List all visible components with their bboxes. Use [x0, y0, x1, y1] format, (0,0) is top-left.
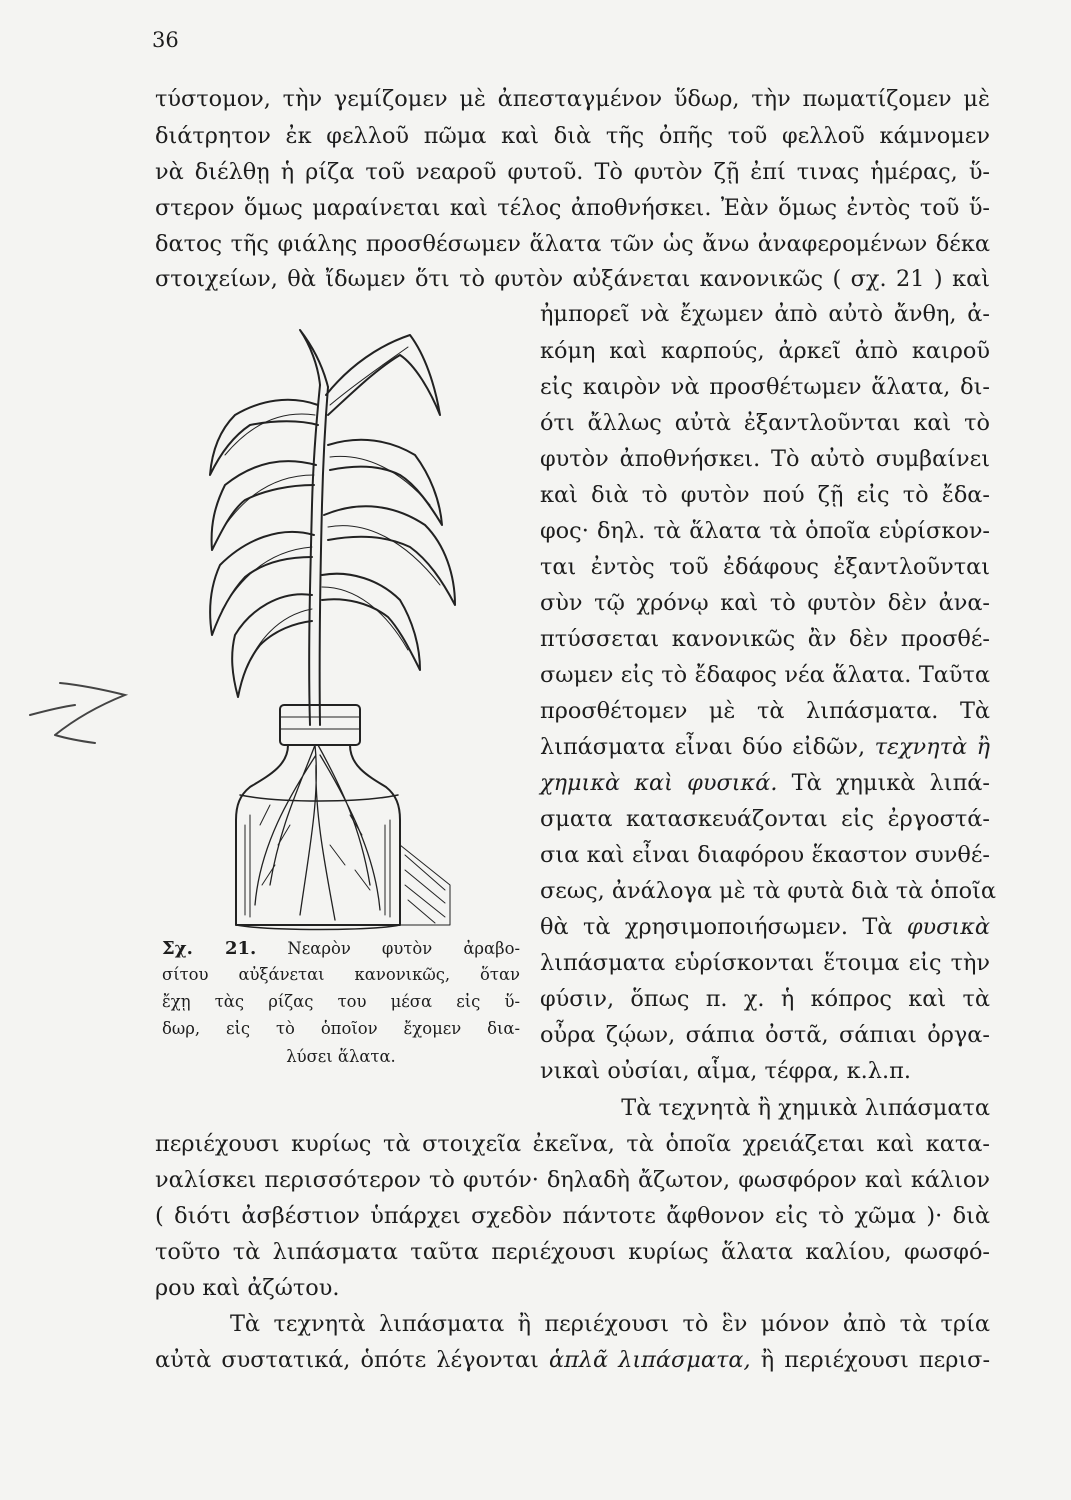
corn-plant-bottle-illustration — [150, 325, 530, 935]
text-line — [540, 736, 990, 758]
text-line — [540, 772, 990, 794]
text-line: στοιχείων, θὰ ἴδωμεν ὅτι τὸ φυτὸν αὐξάνεται κανονικῶς ( σχ. 21 ) καὶ — [155, 266, 990, 292]
figure-caption-line: λύσει ἅλατα. — [286, 1047, 396, 1066]
page-number: 36 — [152, 28, 179, 52]
text-line: νὰ διέλθῃ ἡ ρίζα τοῦ νεαροῦ φυτοῦ. Τὸ φυτὸν ζῇ ἐπί τινας ἡμέρας, ὕ- — [155, 159, 990, 185]
text-line: δατος τῆς φιάλης προσθέσωμεν ἅλατα τῶν ὡς ἄνω ἀναφερομένων δέκα — [155, 231, 990, 257]
text-line: προσθέτομεν μὲ τὰ λιπάσματα. Τὰ — [540, 698, 990, 724]
text-line — [540, 916, 990, 938]
text-line: ἠμπορεῖ νὰ ἔχωμεν ἀπὸ αὐτὸ ἄνθη, ἀ- — [540, 301, 990, 327]
text-line: τύστομον, τὴν γεμίζομεν μὲ ἀπεσταγμένον ὕδωρ, τὴν πωματίζομεν μὲ — [155, 86, 990, 112]
text-segment: Τὰ χημικὰ λιπά- — [791, 770, 990, 796]
text-line: ται ἐντὸς τοῦ ἐδάφους ἐξαντλοῦνται — [540, 554, 990, 580]
text-line: σεως, ἀνάλογα μὲ τὰ φυτὰ διὰ τὰ ὁποῖα — [540, 878, 996, 904]
text-line: νικαὶ οὐσίαι, αἷμα, τέφρα, κ.λ.π. — [540, 1058, 911, 1084]
text-line: πτύσσεται κανονικῶς ἂν δὲν προσθέ- — [540, 626, 990, 652]
figure-caption-line: ἔχῃ τὰς ρίζας του μέσα εἰς ὕ- — [162, 992, 520, 1011]
text-line: Τὰ τεχνητὰ ἢ χημικὰ λιπάσματα — [621, 1095, 990, 1121]
figure-caption-line — [162, 940, 520, 958]
text-line: ( διότι ἀσβέστιον ὑπάρχει σχεδὸν πάντοτε ἄφθονον εἰς τὸ χῶμα )· διὰ — [155, 1203, 990, 1229]
text-line: φυτὸν ἀποθνήσκει. Τὸ αὐτὸ συμβαίνει — [540, 446, 990, 472]
text-line — [155, 1349, 990, 1371]
text-line: Τὰ τεχνητὰ λιπάσματα ἢ περιέχουσι τὸ ἓν μόνον ἀπὸ τὰ τρία — [230, 1311, 990, 1337]
italic-term: φυσικὰ — [906, 914, 990, 940]
italic-term: χημικὰ καὶ φυσικά. — [540, 770, 778, 796]
text-line: φύσιν, ὅπως π. χ. ἡ κόπρος καὶ τὰ — [540, 986, 990, 1012]
handwritten-margin-mark — [25, 675, 135, 745]
text-segment: λιπάσματα εἶναι δύο εἰδῶν, — [540, 734, 866, 760]
text-line: σματα κατασκευάζονται εἰς ἐργοστά- — [540, 806, 990, 832]
text-line: οὖρα ζῴων, σάπια ὀστᾶ, σάπιαι ὀργα- — [540, 1022, 990, 1048]
figure-label: Σχ. 21. — [162, 938, 257, 959]
text-segment: ἢ περιέχουσι περισ- — [760, 1347, 991, 1373]
text-segment: αὐτὰ συστατικά, ὁπότε λέγονται — [155, 1347, 539, 1373]
text-line: καὶ διὰ τὸ φυτὸν πού ζῇ εἰς τὸ ἔδα- — [540, 482, 990, 508]
text-line: κόμη καὶ καρπούς, ἀρκεῖ ἀπὸ καιροῦ — [540, 338, 990, 364]
italic-term: τεχνητὰ ἢ — [874, 734, 990, 760]
text-line: ναλίσκει περισσότερον τὸ φυτόν· δηλαδὴ ἄζωτον, φωσφόρον καὶ κάλιον — [155, 1167, 990, 1193]
figure-caption-line: δωρ, εἰς τὸ ὁποῖον ἔχομεν δια- — [162, 1019, 520, 1038]
text-segment: θὰ τὰ χρησιμοποιήσωμεν. Τὰ — [540, 914, 893, 940]
text-line: φος· δηλ. τὰ ἅλατα τὰ ὁποῖα εὑρίσκον- — [540, 518, 990, 544]
text-line: στερον ὅμως μαραίνεται καὶ τέλος ἀποθνήσκει. Ἐὰν ὅμως ἐντὸς τοῦ ὕ- — [155, 195, 990, 221]
text-line: σια καὶ εἶναι διαφόρου ἕκαστον συνθέ- — [540, 842, 990, 868]
text-line: σωμεν εἰς τὸ ἔδαφος νέα ἅλατα. Ταῦτα — [540, 662, 990, 688]
figure-caption-line: σίτου αὐξάνεται κανονικῶς, ὅταν — [162, 965, 520, 984]
caption-text: Νεαρὸν φυτὸν ἀραβο- — [287, 939, 520, 958]
text-line: εἰς καιρὸν νὰ προσθέτωμεν ἅλατα, δι- — [540, 374, 990, 400]
text-line: λιπάσματα εὑρίσκονται ἕτοιμα εἰς τὴν — [540, 950, 990, 976]
text-line: περιέχουσι κυρίως τὰ στοιχεῖα ἐκεῖνα, τὰ ὁποῖα χρειάζεται καὶ κατα- — [155, 1131, 990, 1157]
italic-term: ἁπλᾶ λιπάσματα, — [548, 1347, 751, 1373]
text-line: διάτρητον ἐκ φελλοῦ πῶμα καὶ διὰ τῆς ὀπῆς τοῦ φελλοῦ κάμνομεν — [155, 123, 990, 149]
text-line: ρου καὶ ἀζώτου. — [155, 1275, 340, 1301]
text-line: σὺν τῷ χρόνῳ καὶ τὸ φυτὸν δὲν ἀνα- — [540, 590, 990, 616]
text-line: τοῦτο τὰ λιπάσματα ταῦτα περιέχουσι κυρίως ἅλατα καλίου, φωσφό- — [155, 1239, 990, 1265]
text-line: ότι ἄλλως αὐτὰ ἐξαντλοῦνται καὶ τὸ — [540, 410, 990, 436]
